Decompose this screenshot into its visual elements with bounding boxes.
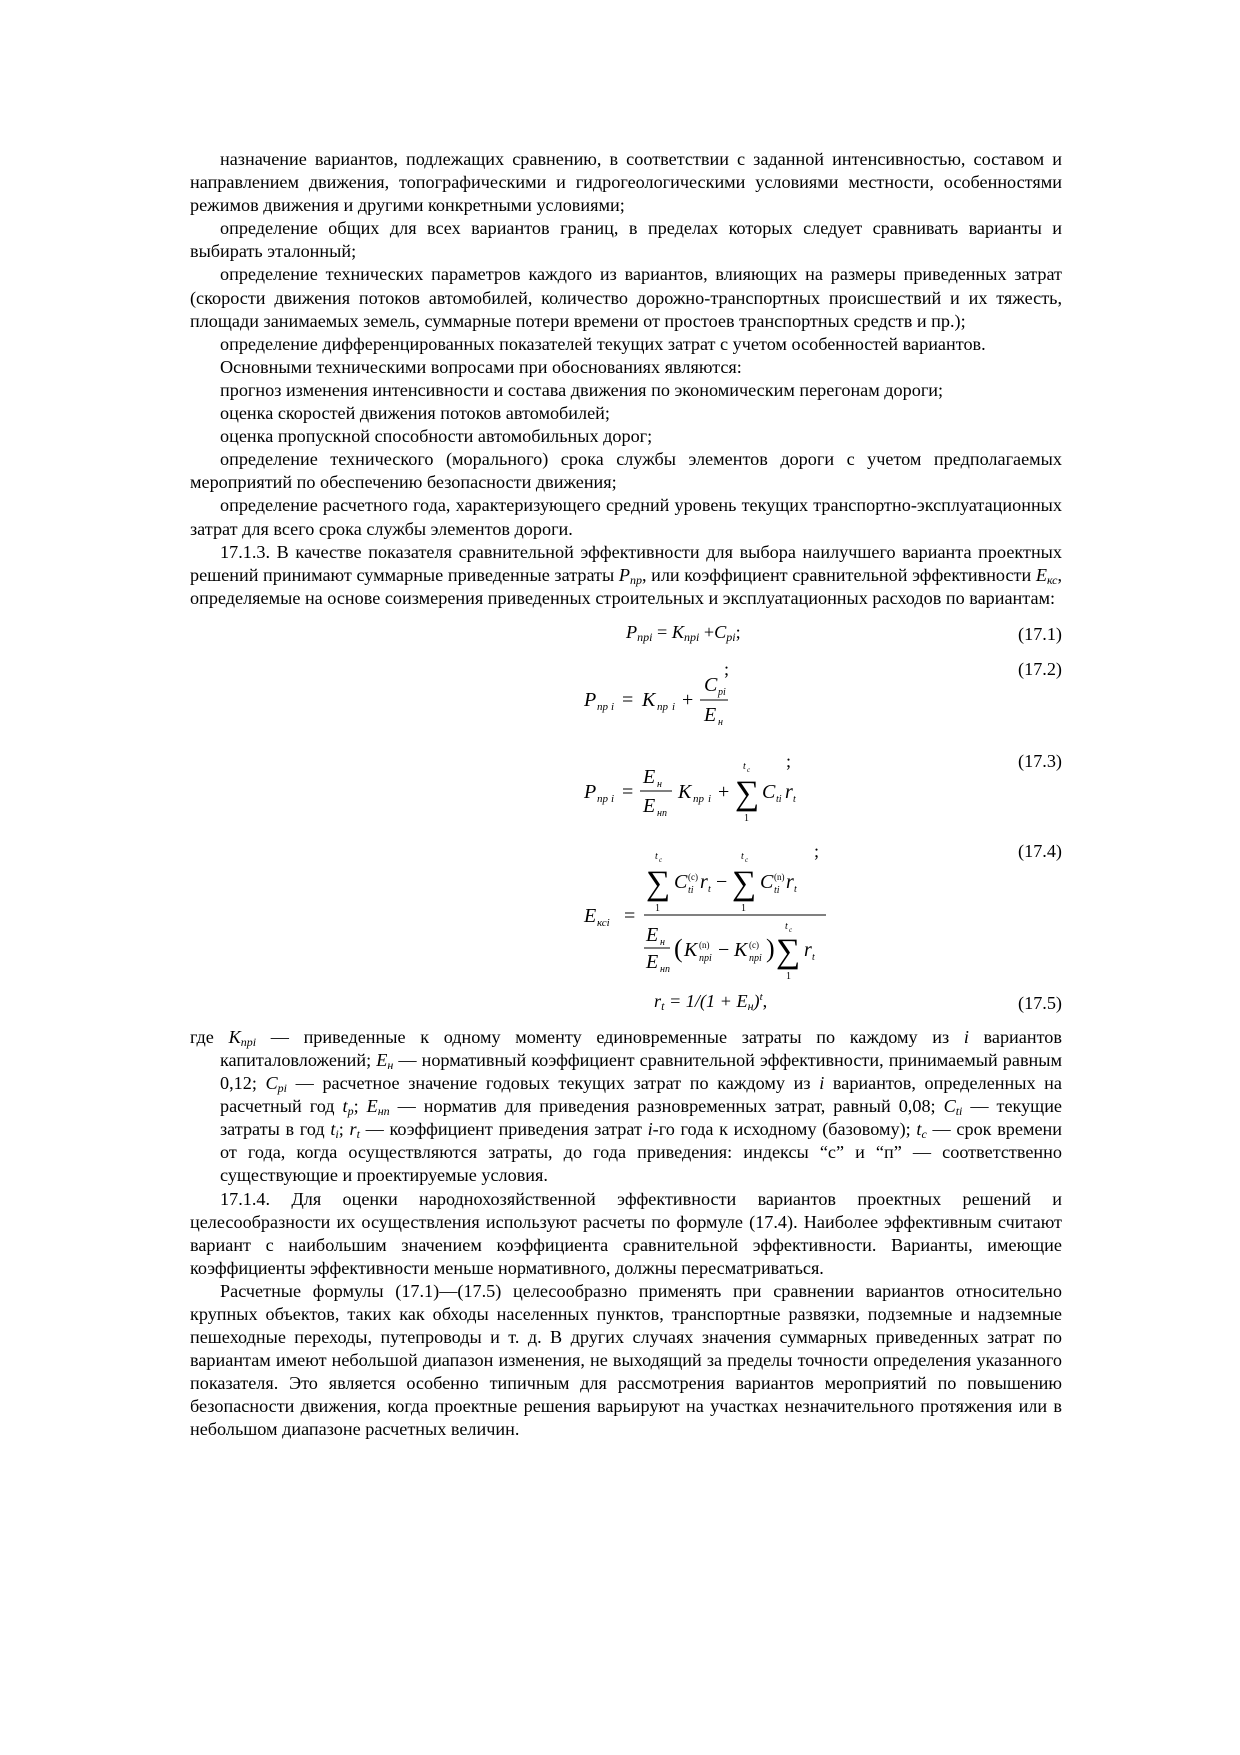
svg-text:−: −	[718, 938, 730, 961]
svg-text:прi: прi	[749, 952, 762, 964]
svg-text:c: c	[747, 765, 751, 774]
svg-text:пр: пр	[693, 792, 704, 805]
svg-text:1: 1	[744, 812, 749, 824]
svg-text:=: =	[622, 688, 634, 711]
svg-text:н: н	[718, 716, 723, 728]
svg-text:c: c	[659, 855, 663, 864]
svg-text:t: t	[743, 760, 746, 772]
svg-text:t: t	[708, 883, 711, 895]
svg-text:ti: ti	[776, 793, 782, 805]
equation-number: (17.4)	[1018, 840, 1062, 861]
svg-text:C: C	[674, 870, 688, 893]
paragraph: определение технических параметров каждого из вариантов, влияющих на размеры приведенных затрат (скорости движения потоков автомобилей, количество дорожно-транспортных происшествий и их тяжесть, площади занимаемых земель, суммарные потери времени от простоев транспортных средств и пр.);	[190, 264, 1062, 331]
svg-text:E: E	[643, 794, 656, 817]
svg-text:c: c	[745, 855, 749, 864]
svg-text:∑: ∑	[735, 774, 760, 812]
svg-text:t: t	[741, 850, 744, 862]
equation-number: (17.1)	[1018, 623, 1062, 644]
paragraph: определение расчетного года, характеризующего средний уровень текущих транспортно-эксплуатационных затрат для всего срока службы элементов дороги.	[190, 495, 1062, 539]
svg-text:−: −	[716, 870, 728, 893]
svg-text:t: t	[793, 793, 796, 805]
svg-text:(n): (n)	[774, 871, 785, 882]
paragraph: Расчетные формулы (17.1)—(17.5) целесообразно применять при сравнении вариантов относительно крупных объектов, таких как обходы населенных пунктов, транспортные развязки, подземные и надземные пешеходные переходы, путепроводы и т. д. В других случаях значения суммарных приведенных затрат по вариантам имеют небольшой диапазон изменения, не выходящий за пределы точности определения указанного показателя. Это является особенно типичным для рассмотрения вариантов мероприятий по повышению безопасности движения, когда проектные решения варьируют на участках незначительного протяжения или в небольшом диапазоне расчетных величин.	[190, 1280, 1062, 1440]
equation-17-2: ; (17.2) P пр i = K пр i + C pi E н	[190, 654, 1062, 746]
svg-text:i: i	[611, 792, 615, 805]
svg-text:н: н	[660, 936, 665, 948]
svg-text:t: t	[655, 850, 658, 862]
paragraph: прогноз изменения интенсивности и состава движения по экономическим перегонам дороги;	[220, 379, 944, 400]
svg-text:E: E	[646, 923, 659, 946]
svg-text:пр: пр	[597, 792, 608, 805]
svg-text:ксi: ксi	[597, 916, 610, 929]
svg-text:=: =	[622, 780, 634, 803]
svg-text:E: E	[646, 950, 659, 973]
definitions-paragraph: где $K_{прi}$ — приведенные к одному моменту единовременные затраты по каждому из i вариантов капиталовложений; $E_н$ — нормативный коэффициент сравнительной эффективности, принимаемый равным 0,12; $C_{pi}$ — расчетное значение годовых текущих затрат по каждому из i вариантов, определенных на расчетный год $t_p$; $E_{нп}$ — норматив для приведения разновременных затрат, равный 0,08; $C_{ti}$ — текущие затраты в год $t_i$; $r_t$ — коэффициент приведения затрат i-го года к исходному (базовому); $t_c$ — срок времени от года, когда осуществляются затраты, до года приведения: индексы “с” и “п” — соответственно существующие и проектируемые условия.	[190, 1026, 1062, 1186]
svg-text:K: K	[678, 780, 692, 803]
svg-text:pi: pi	[718, 686, 726, 698]
paragraph-17-1-4: 17.1.4. Для оценки народнохозяйственной эффективности вариантов проектных решений и целесообразности их осуществления используют расчеты по формуле (17.4). Наиболее эффективным считают вариант с наибольшим значением коэффициента сравнительной эффективности. Варианты, имеющие коэффициенты эффективности меньше нормативного, должны пересматриваться.	[190, 1188, 1062, 1278]
svg-text:r: r	[804, 938, 812, 961]
svg-text:E: E	[643, 765, 656, 788]
svg-text:E: E	[584, 904, 597, 927]
svg-text:t: t	[785, 920, 788, 932]
svg-text:i: i	[611, 700, 615, 713]
svg-text:1: 1	[655, 902, 660, 914]
svg-text:+: +	[718, 780, 730, 803]
document-page	[190, 148, 1062, 1442]
svg-text:(c): (c)	[688, 871, 698, 882]
formula-17-4	[580, 836, 840, 988]
equation-number: (17.3)	[1018, 750, 1062, 771]
paragraph: Основными техническими вопросами при обоснованиях являются:	[220, 356, 742, 377]
formula-17-2	[580, 654, 780, 746]
svg-text:=: =	[624, 904, 636, 927]
svg-text:K: K	[684, 938, 698, 961]
equation-number: (17.2)	[1018, 658, 1062, 679]
paragraph: оценка пропускной способности автомобильных дорог;	[220, 426, 653, 447]
svg-text:C: C	[762, 780, 776, 803]
svg-text:K: K	[734, 938, 748, 961]
svg-text:∑: ∑	[776, 932, 801, 970]
svg-text:E: E	[704, 703, 717, 726]
svg-text:): )	[766, 933, 775, 963]
equation-17-5: $r_t = 1/(1 + E_н)^t$, (17.5)	[190, 988, 1062, 1022]
svg-text:1: 1	[741, 902, 746, 914]
svg-text:+: +	[682, 688, 694, 711]
svg-text:c: c	[789, 925, 793, 934]
svg-text:∑: ∑	[646, 864, 671, 902]
svg-text:C: C	[760, 870, 774, 893]
equation-number: (17.5)	[1018, 992, 1062, 1013]
svg-text:нп: нп	[660, 963, 670, 975]
paragraph: оценка скоростей движения потоков автомобилей;	[220, 403, 610, 424]
paragraph: определение общих для всех вариантов границ, в пределах которых следует сравнивать варианты и выбирать эталонный;	[190, 218, 1062, 262]
paragraph-17-1-3: 17.1.3. В качестве показателя сравнительной эффективности для выбора наилучшего варианта проектных решений принимают суммарные приведенные затраты $P_{пр}$, или коэффициент сравнительной эффективности $E_{кс}$, определяемые на основе соизмерения приведенных строительных и эксплуатационных расходов по вариантам:	[190, 541, 1062, 608]
svg-text:прi: прi	[699, 952, 712, 964]
svg-text:н: н	[657, 778, 662, 790]
svg-text:∑: ∑	[732, 864, 757, 902]
equation-17-1: $P_{прi} = K_{прi} +C_{pi}$; (17.1)	[190, 619, 1062, 654]
svg-text:1: 1	[786, 970, 791, 982]
equation-17-3: ; (17.3) P пр i = E н E нп K пр i + ∑ t c 1 C ti r t	[190, 746, 1062, 836]
svg-text:t: t	[812, 951, 815, 963]
svg-text:P: P	[584, 780, 597, 803]
paragraph: определение технического (морального) срока службы элементов дороги с учетом предполагаемых мероприятий по обеспечению безопасности движения;	[190, 449, 1062, 493]
svg-text:(c): (c)	[749, 939, 759, 950]
svg-text:нп: нп	[657, 807, 667, 819]
svg-text:r: r	[700, 870, 708, 893]
formula-17-3	[580, 746, 820, 836]
svg-text:(: (	[674, 933, 683, 963]
svg-text:C: C	[704, 673, 718, 696]
svg-text:i: i	[708, 792, 712, 805]
svg-text:пр: пр	[657, 700, 668, 713]
paragraph: определение дифференцированных показателей текущих затрат с учетом особенностей вариантов.	[220, 333, 986, 354]
paragraph: назначение вариантов, подлежащих сравнению, в соответствии с заданной интенсивностью, составом и направлением движения, топографическими и гидрогеологическими условиями местности, особенностями режимов движения и другими конкретными условиями;	[190, 149, 1062, 216]
svg-text:r: r	[786, 870, 794, 893]
svg-text:ti: ti	[688, 884, 694, 896]
svg-text:P: P	[584, 688, 597, 711]
svg-text:K: K	[642, 688, 656, 711]
svg-text:i: i	[672, 700, 676, 713]
svg-text:r: r	[785, 780, 793, 803]
svg-text:пр: пр	[597, 700, 608, 713]
svg-text:(n): (n)	[699, 939, 710, 950]
svg-text:t: t	[794, 883, 797, 895]
svg-text:ti: ti	[774, 884, 780, 896]
equation-17-4: ; (17.4) E ксi = ∑ t c 1 C (c) ti r t − ∑ t c 1 C (n) ti r t E н E нп ( K (n) прi − K (c) прi ) ∑ t c 1 r t	[190, 836, 1062, 988]
